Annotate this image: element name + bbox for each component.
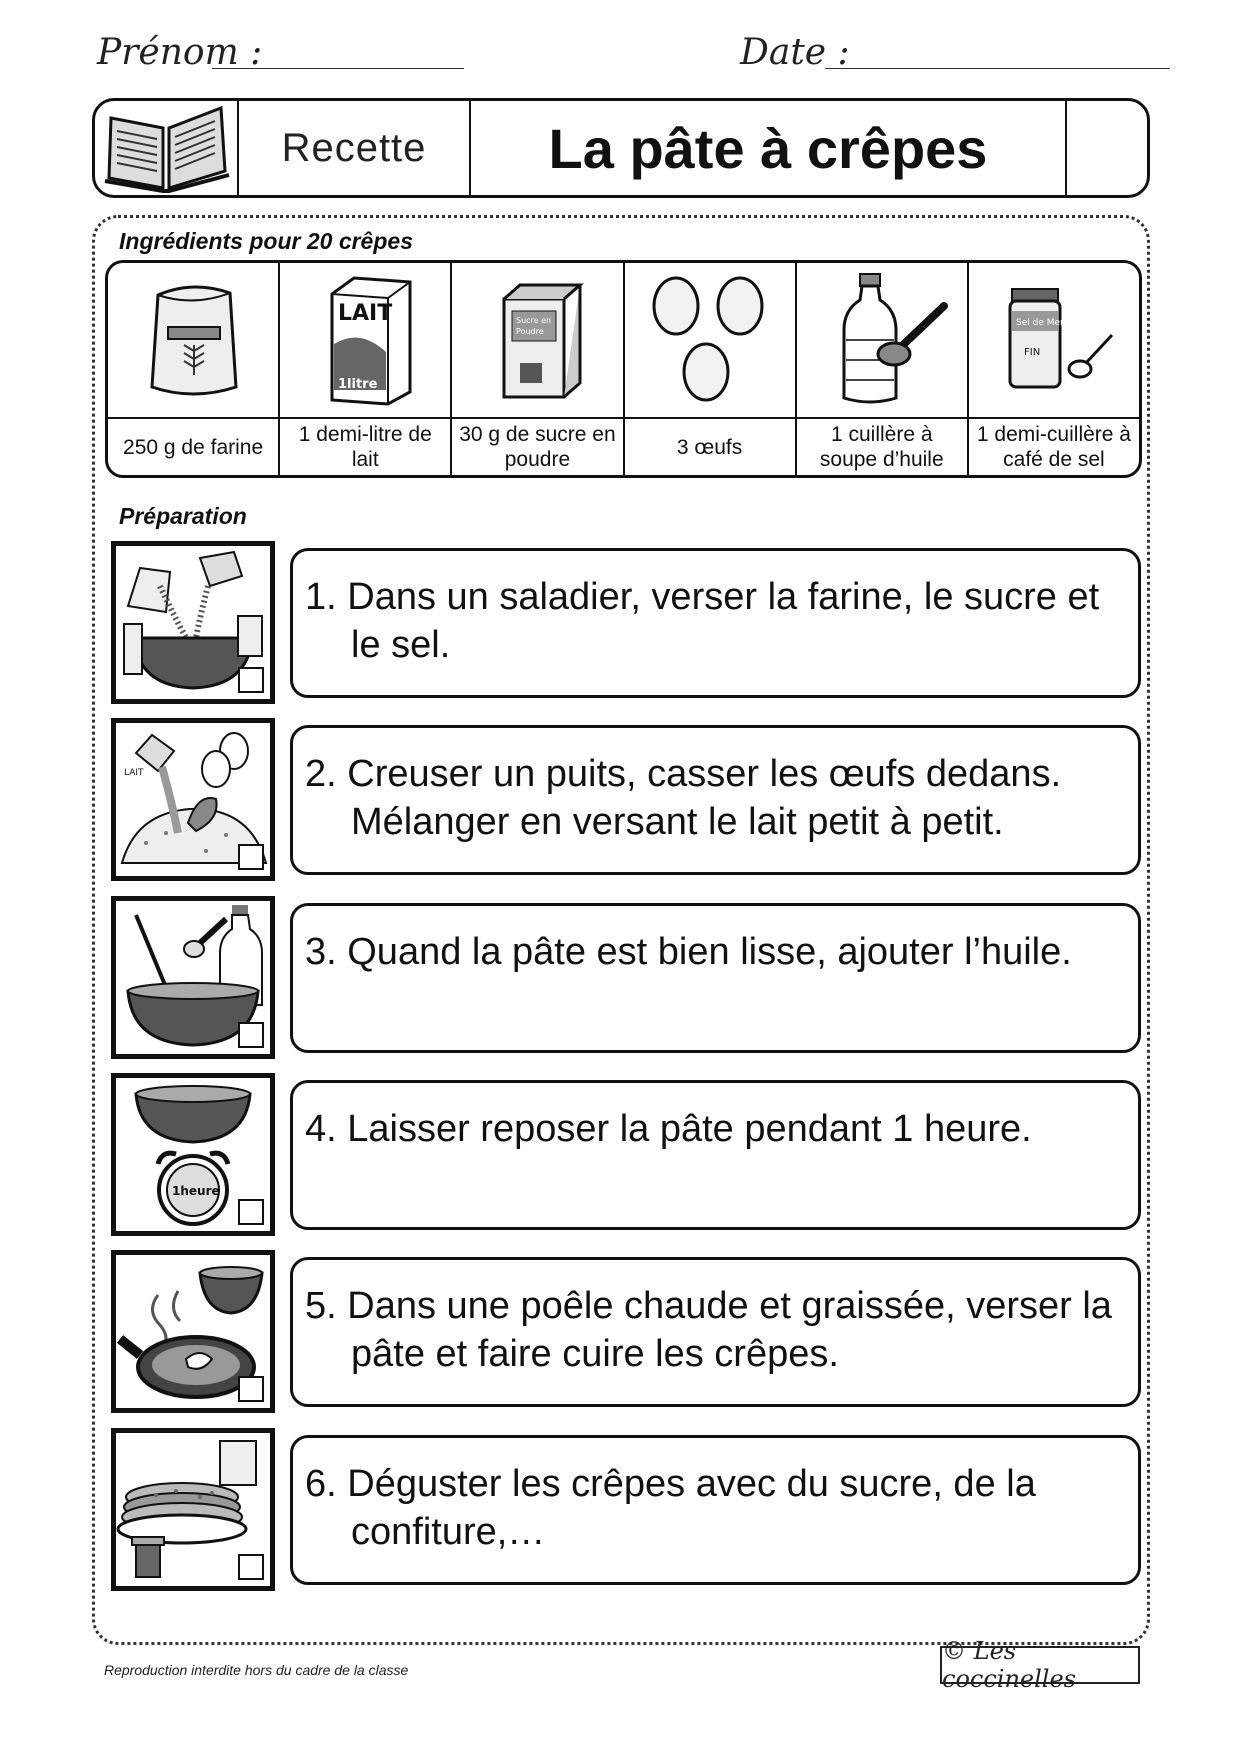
- title-end-cell: [1067, 101, 1147, 195]
- ingredient-text: 30 g de sucre en poudre: [459, 423, 616, 471]
- ingredient-cell: [108, 263, 280, 475]
- date-line[interactable]: [825, 68, 1170, 69]
- svg-text:Sel de Mer: Sel de Mer: [1015, 318, 1064, 328]
- step-3-text: 3. Quand la pâte est bien lisse, ajouter l’huile.: [305, 931, 1072, 973]
- step-6-text: 6. Déguster les crêpes avec du sucre, de la confiture,…: [305, 1463, 1036, 1553]
- svg-text:LAIT: LAIT: [124, 768, 144, 778]
- ingredients-table: [105, 260, 1142, 478]
- step-5-text: 5. Dans une poêle chaude et graissée, verser la pâte et faire cuire les crêpes.: [305, 1285, 1112, 1375]
- date-label: Date :: [740, 32, 850, 73]
- step-1-checkbox[interactable]: [238, 667, 264, 693]
- step-3-checkbox[interactable]: [238, 1022, 264, 1048]
- ingredient-text: 1 demi-litre de lait: [298, 423, 432, 471]
- eggs-icon: [625, 263, 795, 419]
- svg-text:Sucre en: Sucre en: [516, 316, 552, 325]
- ingredient-text: 1 demi-cuillère à café de sel: [976, 423, 1131, 471]
- ingredients-label: Ingrédients pour 20 crêpes: [119, 228, 413, 254]
- bowl-clock-icon: [111, 1073, 275, 1236]
- svg-text:FIN: FIN: [1023, 347, 1041, 358]
- publisher-logo: © Les coccinelles: [940, 1646, 1140, 1684]
- ingredient-text: 1 cuillère à soupe d’huile: [819, 423, 944, 471]
- ingredient-cell: [625, 263, 797, 475]
- ingredient-cell: [797, 263, 969, 475]
- svg-text:1litre: 1litre: [338, 377, 378, 392]
- svg-text:Poudre: Poudre: [516, 327, 545, 336]
- step-4-box: [290, 1080, 1141, 1230]
- svg-text:LAIT: LAIT: [338, 301, 393, 326]
- step-4-text: 4. Laisser reposer la pâte pendant 1 heure.: [305, 1108, 1032, 1150]
- ingredient-text: 250 g de farine: [123, 435, 264, 459]
- prenom-line[interactable]: [212, 68, 464, 69]
- ingredient-cell: [969, 263, 1139, 475]
- step-4-checkbox[interactable]: [238, 1199, 264, 1225]
- step-6-checkbox[interactable]: [238, 1554, 264, 1580]
- title-bar: [92, 98, 1150, 198]
- cracking-eggs-icon: [111, 718, 275, 881]
- preparation-label: Préparation: [119, 503, 247, 529]
- step-1-box: [290, 548, 1141, 698]
- prenom-label: Prénom :: [97, 32, 263, 73]
- crepe-stack-icon: [111, 1428, 275, 1591]
- step-5-box: [290, 1257, 1141, 1407]
- svg-text:1heure: 1heure: [172, 1184, 220, 1198]
- recipe-category: Recette: [239, 101, 471, 195]
- step-2-text: 2. Creuser un puits, casser les œufs dedans. Mélanger en versant le lait petit à petit.: [305, 753, 1062, 843]
- open-book-icon: [95, 101, 239, 195]
- step-1-text: 1. Dans un saladier, verser la farine, le sucre et le sel.: [305, 576, 1100, 666]
- salt-jar-spoon-icon: [969, 263, 1139, 419]
- ingredient-cell: [452, 263, 624, 475]
- sugar-box-icon: [452, 263, 622, 419]
- pouring-into-bowl-icon: [111, 541, 275, 704]
- step-6-box: [290, 1435, 1141, 1585]
- page-title: La pâte à crêpes: [471, 101, 1067, 195]
- ingredient-cell: [280, 263, 452, 475]
- milk-carton-icon: [280, 263, 450, 419]
- step-5-checkbox[interactable]: [238, 1376, 264, 1402]
- frying-pan-icon: [111, 1250, 275, 1413]
- oil-bottle-spoon-icon: [797, 263, 967, 419]
- footer-note: Reproduction interdite hors du cadre de la classe: [104, 1662, 409, 1678]
- step-2-checkbox[interactable]: [238, 844, 264, 870]
- step-2-box: [290, 725, 1141, 875]
- step-3-box: [290, 903, 1141, 1053]
- flour-bag-icon: [108, 263, 278, 419]
- ingredient-text: 3 œufs: [676, 435, 743, 459]
- adding-oil-icon: [111, 896, 275, 1059]
